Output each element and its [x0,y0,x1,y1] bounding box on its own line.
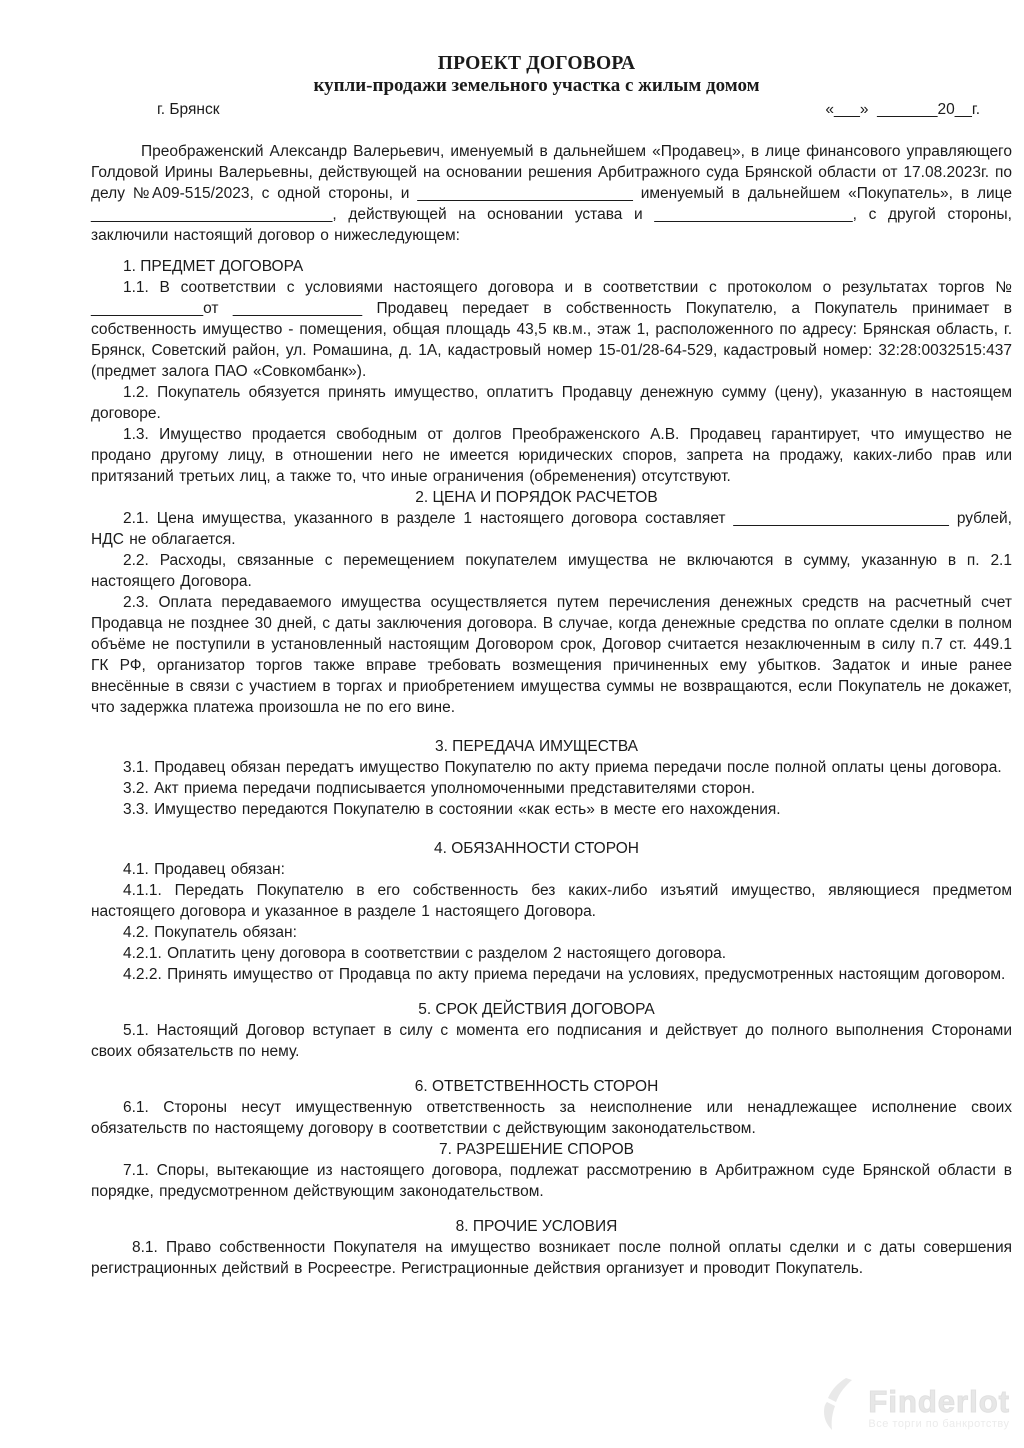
clause-4-2-1: 4.2.1. Оплатить цену договора в соответствии с разделом 2 настоящего договора. [123,945,727,962]
section-8-heading: 8. ПРОЧИЕ УСЛОВИЯ [455,1218,618,1235]
section-2-heading: 2. ЦЕНА И ПОРЯДОК РАСЧЕТОВ [415,489,658,506]
clause-3-3: 3.3. Имущество передаются Покупателю в состоянии «как есть» в месте его нахождения. [123,801,781,818]
clause-1-3: 1.3. Имущество продается свободным от долгов Преображенского А.В. Продавец гарантирует, что имущество не продано другому лицу, в отношении него не имеется юридических споров, запрета на продажу, каких-либо прав или притязаний третьих лиц, а также то, что иные ограничения (обременения) отсутствуют. [91,426,1012,485]
section-7-heading: 7. РАЗРЕШЕНИЕ СПОРОВ [438,1141,635,1158]
clause-5-1: 5.1. Настоящий Договор вступает в силу с момента его подписания и действует до полного выполнения Сторонами своих обязательств по нему. [91,1022,1012,1060]
clause-2-1: 2.1. Цена имущества, указанного в разделе 1 настоящего договора составляет _________________________ рублей, НДС не облагается. [91,510,1012,548]
watermark-text-block [868,1384,1010,1430]
document-subtitle: купли-продажи земельного участка с жилым домом [313,75,760,96]
city-label: г. Брянск [157,101,220,118]
clause-4-2-2: 4.2.2. Принять имущество от Продавца по акту приема передачи на условиях, предусмотренных настоящим договором. [123,966,1006,983]
clause-6-1: 6.1. Стороны несут имущественную ответственность за неисполнение или ненадлежащее исполнение своих обязательств по настоящему договору в соответствии с действующим законодательством. [91,1099,1012,1137]
clause-7-1: 7.1. Споры, вытекающие из настоящего договора, подлежат рассмотрению в Арбитражном суде Брянской области в порядке, предусмотренном действующим законодательством. [91,1162,1012,1200]
clause-4-1-1: 4.1.1. Передать Покупателю в его собственность без каких-либо изъятий имущество, являющиеся предметом настоящего договора и указанное в разделе 1 настоящего Договора. [91,882,1012,920]
section-4-heading: 4. ОБЯЗАННОСТИ СТОРОН [434,840,639,857]
preamble-paragraph: Преображенский Александр Валерьевич, именуемый в дальнейшем «Продавец», в лице финансового управляющего Голдовой Ирины Валерьевны, действующей на основании решения Арбитражного суда Брянской области от 17.08.2023г. по делу №А09-515/2023, с одной стороны, и _________________________ именуемый в дальнейшем «Покупатель», в лице ____________________________, действующей на основании устава и _______________________, с другой стороны, заключили настоящий договор о нижеследующем: [91,143,1012,244]
clause-1-2: 1.2. Покупатель обязуется принять имущество, оплатитъ Продавцу денежную сумму (цену), указанную в настоящем договоре. [91,384,1012,422]
clause-8-1: 8.1. Право собственности Покупателя на имущество возникает после полной оплаты сделки и с даты совершения регистрационных действий в Росреестре. Регистрационные действия организует и проводит Покупатель. [91,1239,1012,1277]
clause-4-2: 4.2. Покупатель обязан: [123,924,297,941]
clause-1-1: 1.1. В соответствии с условиями настоящего договора и в соответствии с протоколом о результатах торгов № _____________от _______________ Продавец передает в собственность Покупателю, а Покупатель принимает в собственность имущество - помещения, общая площадь 43,5 кв.м., этаж 1, расположенного по адресу: Брянская область, г. Брянск, Советский район, ул. Ромашина, д. 1А, кадастровый номер 15-01/28-64-529, кадастровый номер: 32:28:0032515:437 (предмет залога ПАО «Совкомбанк»). [91,279,1012,380]
section-1-heading: 1. ПРЕДМЕТ ДОГОВОРА [123,258,304,275]
finderlot-ribbon-icon [818,1377,860,1440]
clause-3-2: 3.2. Акт приема передачи подписывается уполномоченными представителями сторон. [123,780,756,797]
watermark-brand-text: Finderlot [868,1384,1010,1419]
section-5-heading: 5. СРОК ДЕЙСТВИЯ ДОГОВОРА [418,1001,655,1018]
watermark-tagline-text: Все торги по банкротству [868,1418,1010,1430]
clause-2-3: 2.3. Оплата передаваемого имущества осуществляется путем перечисления денежных средств на расчетный счет Продавца не позднее 30 дней, с даты заключения договора. В случае, когда денежные средства по оплате сделки в полном объёме не поступили в установленный настоящим Договором срок, Договор считается незаключенным в силу п.7 ст. 449.1 ГК РФ, организатор торгов также вправе требовать возмещения причиненных ему убытков. Задаток и иные ранее внесённые в связи с участием в торгах и приобретением имущества суммы не возвращаются, если Покупатель не докажет, что задержка платежа произошла не по его вине. [91,594,1012,716]
clause-2-2: 2.2. Расходы, связанные с перемещением покупателем имущества не включаются в сумму, указанную в п. 2.1 настоящего Договора. [91,552,1012,590]
section-3-heading: 3. ПЕРЕДАЧА ИМУЩЕСТВА [434,738,639,755]
section-6-heading: 6. ОТВЕТСТВЕННОСТЬ СТОРОН [414,1078,659,1095]
place-date-row [91,99,1012,120]
date-blank-line: «___» _______20__г. [825,101,980,118]
clause-4-1: 4.1. Продавец обязан: [123,861,285,878]
document-title: ПРОЕКТ ДОГОВОРА [437,53,636,74]
finderlot-watermark [818,1377,1010,1440]
clause-3-1: 3.1. Продавец обязан передатъ имущество Покупателю по акту приема передачи после полной оплаты цены договора. [123,759,1002,776]
